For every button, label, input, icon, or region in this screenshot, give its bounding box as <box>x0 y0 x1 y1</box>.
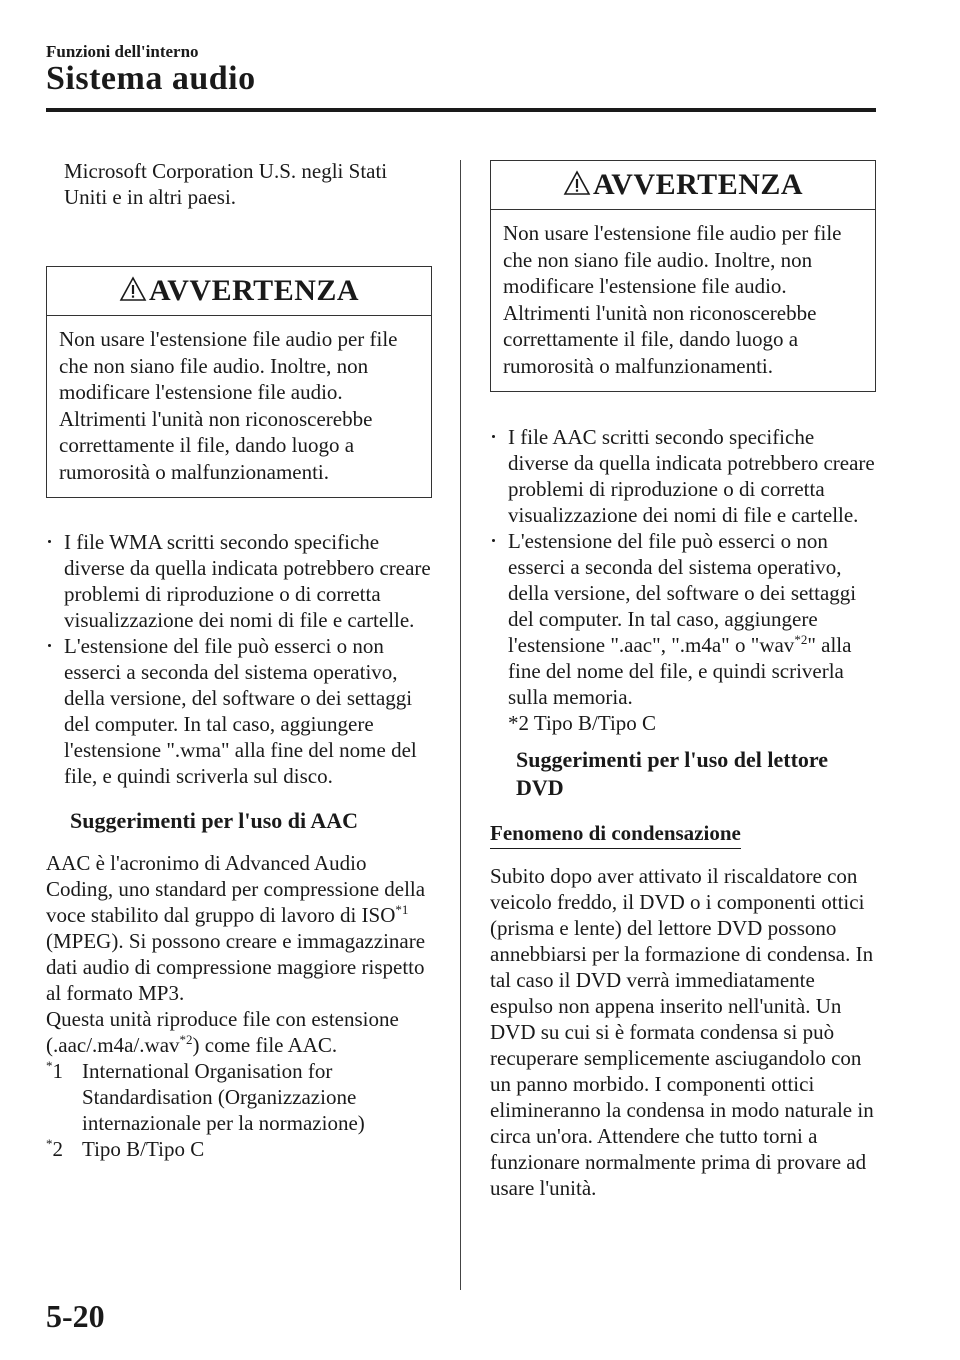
title-rule <box>46 108 876 112</box>
left-column <box>46 158 432 1162</box>
section-label: Funzioni dell'interno <box>46 42 199 61</box>
bullet-text <box>508 529 856 735</box>
footnote-text: Tipo B/Tipo C <box>82 1137 205 1161</box>
warning-triangle-icon <box>563 170 591 196</box>
bullet-icon <box>48 644 51 647</box>
warning-body: Non usare l'estensione file audio per file che non siano file audio. Inoltre, non modificare l'estensione file audio. Altrimenti l'unità non riconoscerebbe correttamente il file, dando luogo a rumorosità o malfunzionamenti. <box>59 327 398 484</box>
warning-box <box>490 160 876 392</box>
page-number: 5-20 <box>46 1298 105 1334</box>
list-item <box>490 424 876 528</box>
condensation-heading-wrap <box>490 820 876 849</box>
aac-p2-footnote-ref: *2 <box>179 1032 193 1047</box>
list-item <box>46 633 432 789</box>
warning-body: Non usare l'estensione file audio per file che non siano file audio. Inoltre, non modificare l'estensione file audio. Altrimenti l'unità non riconoscerebbe correttamente il file, dando luogo a rumorosità o malfunzionamenti. <box>503 221 842 378</box>
aac-p1-footnote-ref: *1 <box>395 902 409 917</box>
aac-paragraph-2 <box>46 1006 432 1058</box>
footnote-2 <box>46 1136 432 1162</box>
footnote-asterisk: * <box>46 1136 53 1151</box>
bullet-text: I file WMA scritti secondo specifiche diverse da quella indicata potrebbero creare problemi di riproduzione o di corretta visualizzazione dei nomi di file e cartelle. <box>64 530 431 632</box>
bullet-text-a: L'estensione del file può esserci o non esserci a seconda del sistema operativo, della versione, del software o dei settaggi del computer. In tal caso, aggiungere l'estensione ".aac", ".m4a" o "wav <box>508 529 857 657</box>
aac-heading: Suggerimenti per l'uso di AAC <box>70 808 359 833</box>
bullet-icon <box>48 540 51 543</box>
warning-triangle-icon <box>119 276 147 302</box>
warning-title: AVVERTENZA <box>148 274 360 307</box>
list-item <box>46 529 432 633</box>
column-divider <box>460 160 461 1290</box>
right-column <box>490 160 876 1201</box>
footnote-number: 2 <box>52 1137 63 1161</box>
page-title: Sistema audio <box>46 60 256 97</box>
footnote-1 <box>46 1058 432 1136</box>
bullet-footnote-ref: *2 <box>794 632 808 647</box>
list-item <box>490 528 876 736</box>
condensation-body: Subito dopo aver attivato il riscaldatore con veicolo freddo, il DVD o i componenti ottici (prisma e lente) del lettore DVD possono annebbiarsi per la formazione di condensa. In tal caso il DVD verrà immediatamente espulso non appena inserito nell'unità. Un DVD su cui si è formata condensa si può recuperare semplicemente asciugandolo con un panno morbido. I componenti ottici elimineranno la condensa in modo naturale in circa un'ora. Attendere che tutto torni a funzionare normalmente prima di provare ad usare l'unità. <box>490 864 874 1200</box>
dvd-heading: Suggerimenti per l'uso del lettore DVD <box>516 747 829 800</box>
footnote-number: 1 <box>52 1059 63 1083</box>
footnote-asterisk: * <box>46 1058 53 1073</box>
bullet-note: *2 Tipo B/Tipo C <box>508 711 657 735</box>
aac-paragraph-1 <box>46 850 432 1006</box>
footnote-mark <box>46 1136 82 1162</box>
warning-title: AVVERTENZA <box>592 168 804 201</box>
footnote-mark <box>46 1058 82 1136</box>
aac-p2-text-b: ) come file AAC. <box>192 1033 338 1057</box>
bullet-text: I file AAC scritti secondo specifiche diverse da quella indicata potrebbero creare problemi di riproduzione o di corretta visualizzazione dei nomi di file e cartelle. <box>508 425 875 527</box>
warning-header <box>47 267 431 316</box>
warning-box <box>46 266 432 498</box>
aac-p1-text-a: AAC è l'acronimo di Advanced Audio Coding, uno standard per compressione della voce stabilito dal gruppo di lavoro di ISO <box>46 851 426 927</box>
warning-header <box>491 161 875 210</box>
intro-text: Microsoft Corporation U.S. negli Stati Uniti e in altri paesi. <box>64 159 388 209</box>
condensation-heading: Fenomeno di condensazione <box>490 820 741 849</box>
bullet-list <box>46 529 432 789</box>
aac-p2-text-a: Questa unità riproduce file con estensione (.aac/.m4a/.wav <box>46 1007 399 1057</box>
bullet-icon <box>492 539 495 542</box>
aac-p1-text-b: (MPEG). Si possono creare e immagazzinare dati audio di compressione maggiore rispetto al formato MP3. <box>46 929 426 1005</box>
footnote-text: International Organisation for Standardisation (Organizzazione internazionale per la normazione) <box>82 1059 365 1135</box>
bullet-text: L'estensione del file può esserci o non esserci a seconda del sistema operativo, della versione, del software o dei settaggi del computer. In tal caso, aggiungere l'estensione ".wma" alla fine del nome del file, e quindi scriverla sul disco. <box>64 634 417 788</box>
bullet-text-b: " alla fine del nome del file, e quindi scriverla sulla memoria. <box>508 633 852 709</box>
bullet-list <box>490 424 876 736</box>
bullet-icon <box>492 435 495 438</box>
